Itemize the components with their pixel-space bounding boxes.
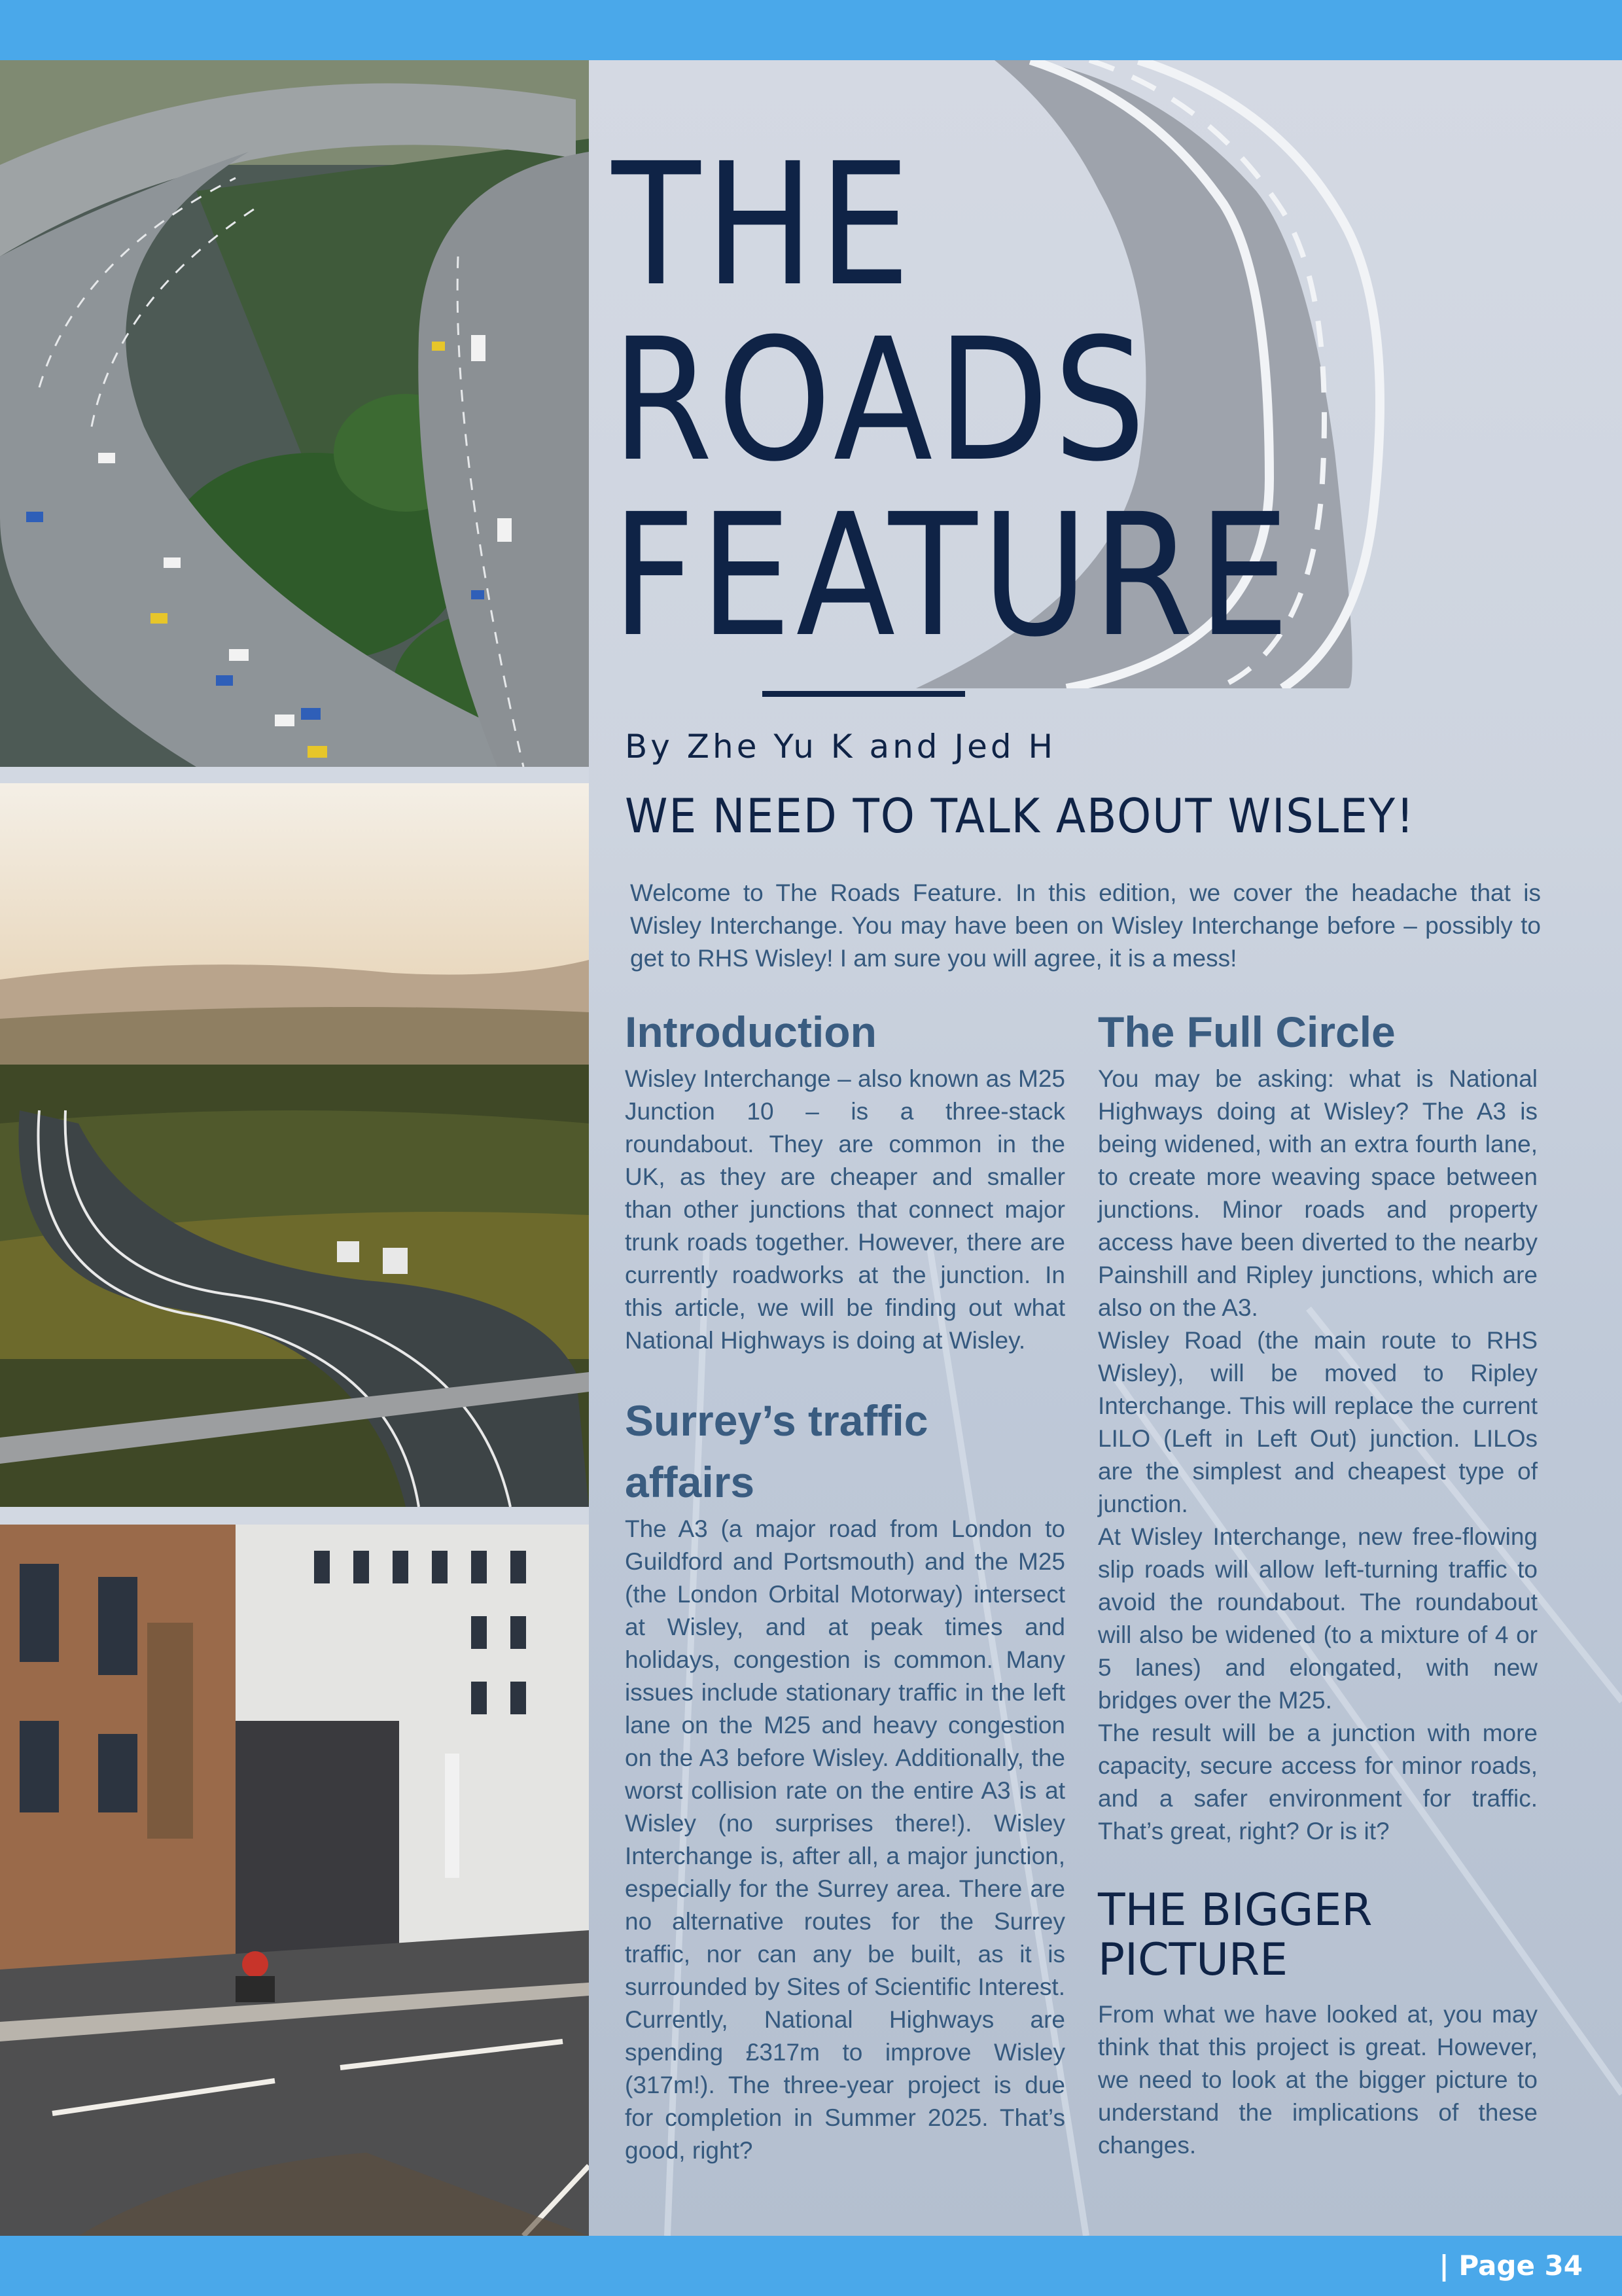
lead-paragraph: Welcome to The Roads Feature. In this edition, we cover the headache that is Wisley Interchange. You may have been on Wisley Interchange before – possibly to get to RHS Wisley! I am sure you will agree, it is a mess! xyxy=(630,879,1541,972)
highway-interchange-photo xyxy=(0,60,589,767)
full-circle-paragraph-1: You may be asking: what is National Highways doing at Wisley? The A3 is being widened, with an extra fourth lane, to create more weaving space between junctions. Minor roads and property access have been diverted to the nearby Painshill and Ripley junctions, which are also on the A3. xyxy=(1098,1065,1538,1321)
feature-title xyxy=(612,127,1294,674)
bigger-picture-body: From what we have looked at, you may think that this project is great. However, we need to look at the bigger picture to understand the implications of these changes. xyxy=(1098,2001,1538,2159)
title-underline xyxy=(762,691,965,697)
title-line-3: FEATURE xyxy=(612,478,1294,674)
full-circle-heading: The Full Circle xyxy=(1098,1008,1396,1056)
right-column xyxy=(1098,1001,1538,2162)
article-subheading: WE NEED TO TALK ABOUT WISLEY! xyxy=(625,788,1415,843)
left-column xyxy=(625,1001,1065,2167)
full-circle-paragraph-4: The result will be a junction with more capacity, secure access for minor roads, and a safer environment for traffic. That’s great, right? Or is it? xyxy=(1098,1720,1538,1845)
city-street-photo xyxy=(0,1525,589,2236)
surrey-traffic-heading: Surrey’s traffic affairs xyxy=(625,1396,928,1506)
page-number: | Page 34 xyxy=(1439,2250,1583,2282)
bigger-picture-heading: THE BIGGER PICTURE xyxy=(1098,1884,1373,1986)
introduction-heading: Introduction xyxy=(625,1008,877,1056)
surrey-traffic-body: The A3 (a major road from London to Guildford and Portsmouth) and the M25 (the London Orbital Motorway) intersect at Wisley, and at peak times and holidays, congestion is common. Many issues include stationary traffic in the left lane on the M25 and heavy congestion on the A3 before Wisley. Additionally, the worst collision rate on the entire A3 is at Wisley (no surprises there!). Wisley Interchange is, after all, a major junction, especially for the Surrey area. There are no alternative routes for the Surrey traffic, nor can any be built, as it is surrounded by Sites of Scientific Interest. Currently, National Highways are spending £317m to improve Wisley (317m!). The three-year project is due for completion in Summer 2025. That’s good, right? xyxy=(625,1515,1065,2164)
introduction-body: Wisley Interchange – also known as M25 Junction 10 – is a three-stack roundabout. They are common in the UK, as they are cheaper and smaller than other junctions that connect major trunk roads together. However, there are currently roadworks at the junction. In this article, we will be finding out what National Highways is doing at Wisley. xyxy=(625,1065,1065,1354)
title-line-1: THE xyxy=(612,127,915,323)
bottom-banner xyxy=(0,2236,1622,2296)
byline: By Zhe Yu K and Jed H xyxy=(625,728,1057,766)
full-circle-paragraph-3: At Wisley Interchange, new free-flowing slip roads will allow left-turning traffic to avoid the roundabout. The roundabout will also be widened (to a mixture of 4 or 5 lanes) and elongated, with new bridges over the M25. xyxy=(1098,1523,1538,1714)
full-circle-paragraph-2: Wisley Road (the main route to RHS Wisley), will be moved to Ripley Interchange. This will replace the current LILO (Left in Left Out) junction. LILOs are the simplest and cheapest type of junction. xyxy=(1098,1327,1538,1517)
top-banner xyxy=(0,0,1622,60)
winding-road-landscape-photo xyxy=(0,783,589,1507)
title-line-2: ROADS xyxy=(612,302,1150,499)
